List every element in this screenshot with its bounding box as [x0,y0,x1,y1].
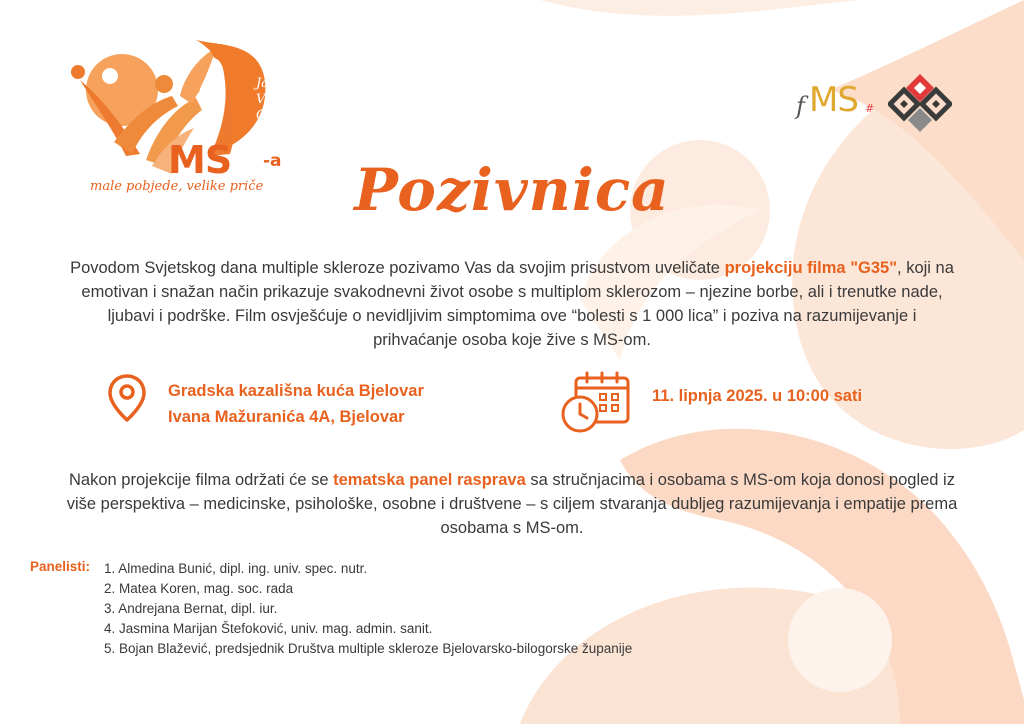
intro-paragraph [70,256,954,352]
fms-logo-hash: # [865,102,875,115]
geometric-logo-icon [888,72,952,136]
intro-text-start: Povodom Svjetskog dana multiple skleroze pozivamo Vas da svojim prisustvom uveličate [70,259,720,277]
panel-paragraph [60,468,964,540]
logo-slogan [256,76,326,124]
logo-slogan-line: Jasam [256,76,296,91]
logo-slogan-line: Od [256,108,275,123]
event-location [168,378,508,430]
fms-logo-f: f [796,92,805,120]
location-pin-icon [106,372,148,424]
list-item: 1. Almedina Bunić, dipl. ing. univ. spec. nutr. [104,561,368,576]
intro-text-end: , koji na emotivan i snažan način prikazuje svakodnevni život osobe s multiplom sklerozom – njezine borbe, ali i trenutke nade, ljubavi i podrške. Film osvješćuje o nevidljivim simptomima ove “bolesti s 1 000 lica” i poziva na razumijevanje i prihvaćanje osoba koje žive s MS-om. [81,259,954,349]
logo-slogan-line: Više [256,92,284,107]
logo-ms-text: MS [168,138,232,182]
panel-text-start: Nakon projekcije filma održati će se [69,471,334,489]
panel-highlight: tematska panel rasprava [333,471,526,489]
list-item: 4. Jasmina Marijan Štefoković, univ. mag. admin. sanit. [104,621,433,636]
venue-name: Gradska kazališna kuća Bjelovar [168,382,424,400]
panelists-list [104,559,804,659]
calendar-clock-icon [560,370,634,436]
list-item: 2. Matea Koren, mag. soc. rada [104,581,294,596]
film-highlight: projekciju filma "G35" [724,259,898,277]
event-datetime: 11. lipnja 2025. u 10:00 sati [652,387,863,405]
venue-address: Ivana Mažuranića 4A, Bjelovar [168,408,405,426]
invitation-title: Pozivnica [354,156,670,224]
list-item: 5. Bojan Blažević, predsjednik Društva multiple skleroze Bjelovarsko-bilogorske županije [104,641,633,656]
list-item: 3. Andrejana Bernat, dipl. iur. [104,601,278,616]
fms-logo-ms: MS [809,80,858,120]
panelists-label: Panelisti: [30,559,91,574]
fms-logo [796,74,878,134]
panel-text-end: sa stručnjacima i osobama s MS-om koja donosi pogled iz više perspektiva – medicinske, psihološke, osobne i društvene – s ciljem stvaranja dubljeg razumijevanja i empatije prema osobama s MS-om. [66,471,958,537]
logo-tagline: male pobjede, velike priče [90,179,264,194]
logo-ms-suffix: -a [263,151,282,171]
